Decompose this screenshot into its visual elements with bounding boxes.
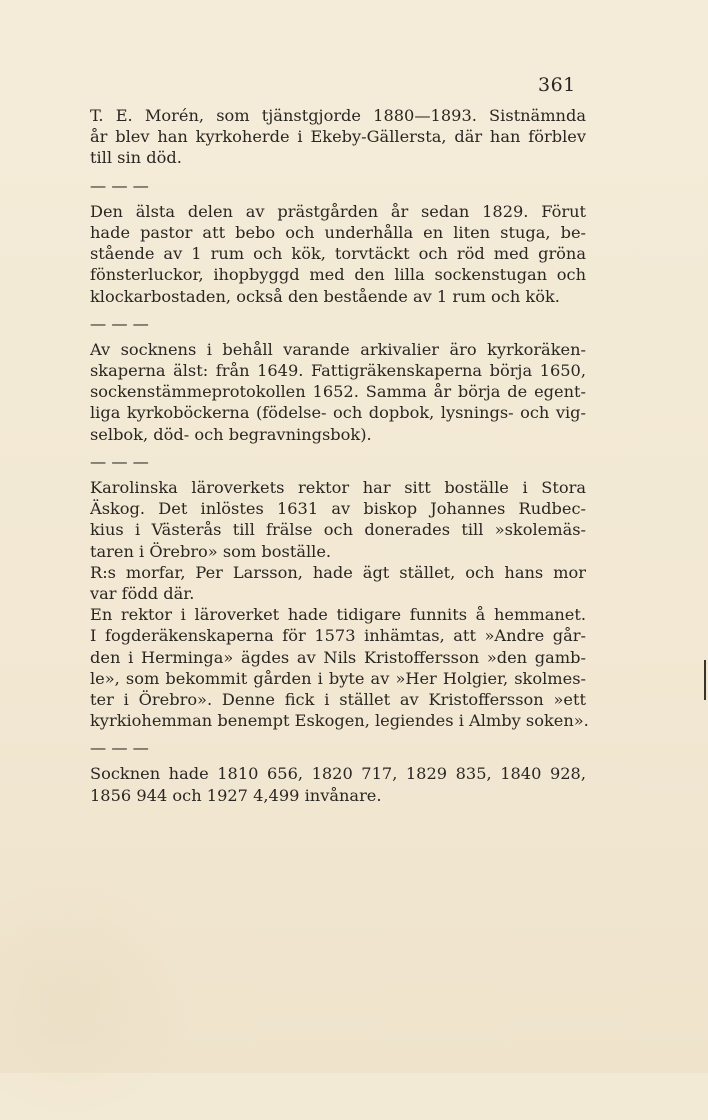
text-line: Den älsta delen av prästgården år sedan 1829. Förut	[90, 201, 586, 221]
text-line: skaperna älst: från 1649. Fattigräkenskaperna börja 1650,	[90, 361, 586, 381]
text-line: kius i Västerås till frälse och donerades till »skolemäs-	[90, 520, 586, 540]
text-line: T. E. Morén, som tjänstgjorde 1880—1893. Sistnämnda	[90, 106, 586, 125]
text-line: sockenstämmeprotokollen 1652. Samma år börja de egent-	[90, 382, 586, 402]
paragraph-arkivalier	[90, 339, 586, 445]
paragraph-moren	[90, 105, 586, 169]
text-line: Karolinska läroverkets rektor har sitt boställe i Stora	[90, 478, 586, 497]
section-separator: — — —	[90, 738, 149, 758]
section-separator: — — —	[90, 175, 149, 195]
text-line: selbok, död- och begravningsbok).	[90, 424, 372, 444]
paragraph-morfar	[90, 562, 586, 604]
edge-mark	[704, 660, 706, 700]
text-line: le», som bekommit gården i byte av »Her Holgier, skolmes-	[90, 668, 586, 688]
paragraph-rektor	[90, 604, 589, 731]
page-number: 361	[538, 74, 576, 96]
text-line: taren i Örebro» som boställe.	[90, 541, 332, 561]
text-line: kyrkiohemman benempt Eskogen, legiendes i Almby soken».	[90, 711, 589, 731]
text-line: liga kyrkoböckerna (födelse- och dopbok, lysnings- och vig-	[90, 403, 586, 423]
text-line: till sin död.	[90, 148, 182, 168]
text-line: Socknen hade 1810 656, 1820 717, 1829 835, 1840 928,	[90, 764, 586, 784]
paragraph-prastgarden	[90, 201, 586, 307]
paragraph-karolinska	[90, 477, 586, 562]
text-line: den i Herminga» ägdes av Nils Kristoffersson »den gamb-	[90, 647, 586, 667]
text-line: var född där.	[90, 583, 195, 603]
paragraph-befolkning	[90, 763, 586, 805]
body-text	[90, 105, 589, 806]
text-line: Äskog. Det inlöstes 1631 av biskop Johannes Rudbec-	[90, 499, 586, 519]
text-line: 1856 944 och 1927 4,499 invånare.	[90, 785, 382, 805]
text-line: stående av 1 rum och kök, torvtäckt och röd med gröna	[90, 244, 586, 264]
section-separator: — — —	[90, 451, 149, 471]
text-line: klockarbostaden, också den bestående av 1 rum och kök.	[90, 286, 560, 306]
text-line: I fogderäkenskaperna för 1573 inhämtas, att »Andre går-	[90, 626, 586, 646]
text-line: hade pastor att bebo och underhålla en liten stuga, be-	[90, 222, 586, 242]
text-line: Av socknens i behåll varande arkivalier äro kyrkoräken-	[90, 339, 586, 359]
paper-stain	[0, 880, 200, 1120]
text-line: R:s morfar, Per Larsson, hade ägt stället, och hans mor	[90, 562, 586, 582]
text-line: år blev han kyrkoherde i Ekeby-Gällersta, där han förblev	[90, 127, 586, 147]
text-line: fönsterluckor, ihopbyggd med den lilla sockenstugan och	[90, 265, 586, 285]
section-separator: — — —	[90, 313, 149, 333]
text-line: ter i Örebro». Denne fick i stället av Kristoffersson »ett	[90, 689, 586, 709]
text-line: En rektor i läroverket hade tidigare funnits å hemmanet.	[90, 605, 586, 625]
